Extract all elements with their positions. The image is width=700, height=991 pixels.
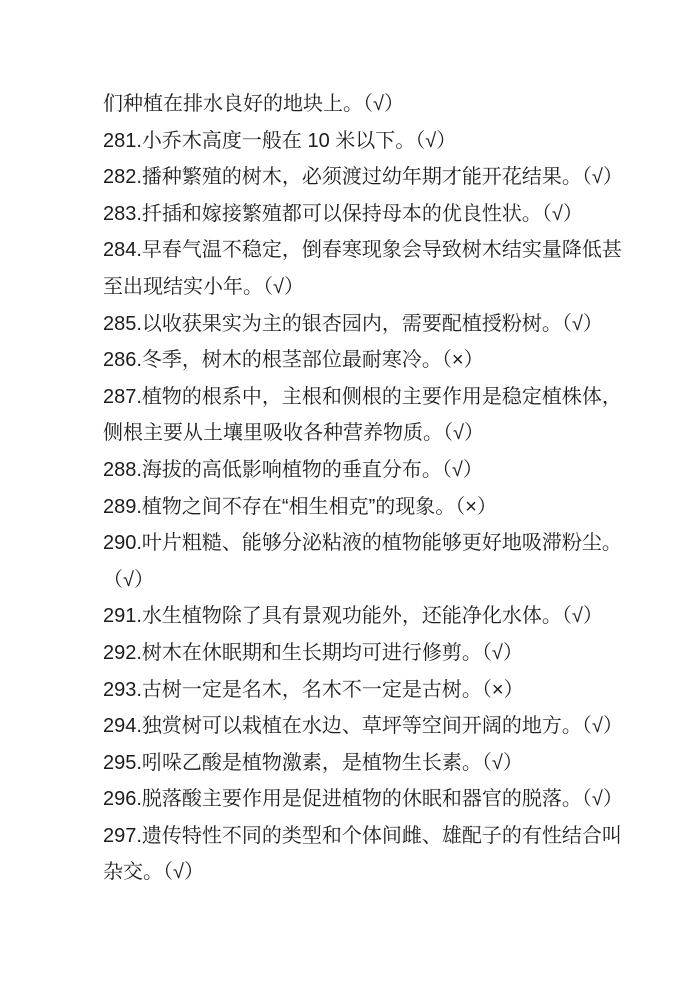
text-line-question-290: 290.叶片粗糙、能够分泌粘液的植物能够更好地吸滞粉尘。	[103, 532, 622, 555]
text-line-question-297: 297.遗传特性不同的类型和个体间雌、雄配子的有性结合叫	[103, 824, 622, 847]
text-line-question-287: 287.植物的根系中，主根和侧根的主要作用是稳定植株体，	[103, 385, 622, 408]
text-line-question-288: 288.海拔的高低影响植物的垂直分布。（√）	[103, 458, 483, 481]
text-line-question-295: 295.吲哚乙酸是植物激素，是植物生长素。（√）	[103, 751, 523, 774]
text-line-question-290-continuation: （√）	[103, 568, 154, 591]
text-line-question-291: 291.水生植物除了具有景观功能外，还能净化水体。（√）	[103, 605, 603, 628]
text-line-question-284: 284.早春气温不稳定，倒春寒现象会导致树木结实量降低甚	[103, 239, 622, 262]
text-line-question-286: 286.冬季，树木的根茎部位最耐寒冷。（×）	[103, 349, 484, 372]
text-line-question-297-continuation: 杂交。（√）	[103, 861, 204, 884]
text-line-question-294: 294.独赏树可以栽植在水边、草坪等空间开阔的地方。（√）	[103, 715, 623, 738]
text-line-question-283: 283.扦插和嫁接繁殖都可以保持母本的优良性状。（√）	[103, 202, 583, 225]
text-line-question-293: 293.古树一定是名木，名木不一定是古树。（×）	[103, 678, 524, 701]
text-line-question-287-continuation: 侧根主要从土壤里吸收各种营养物质。（√）	[103, 422, 484, 445]
text-line-question-281: 281.小乔木高度一般在 10 米以下。（√）	[103, 129, 457, 152]
text-line-question-285: 285.以收获果实为主的银杏园内，需要配植授粉树。（√）	[103, 312, 603, 335]
text-line-question-292: 292.树木在休眠期和生长期均可进行修剪。（√）	[103, 641, 523, 664]
text-line-question-284-continuation: 至出现结实小年。（√）	[103, 275, 304, 298]
text-line-question-282: 282.播种繁殖的树木，必须渡过幼年期才能开花结果。（√）	[103, 166, 623, 189]
text-line-question-289: 289.植物之间不存在“相生相克”的现象。（×）	[103, 495, 497, 518]
text-line-question-296: 296.脱落酸主要作用是促进植物的休眠和器官的脱落。（√）	[103, 788, 623, 811]
question-list	[103, 86, 643, 891]
text-line-continuation-280: 们种植在排水良好的地块上。（√）	[103, 93, 404, 115]
